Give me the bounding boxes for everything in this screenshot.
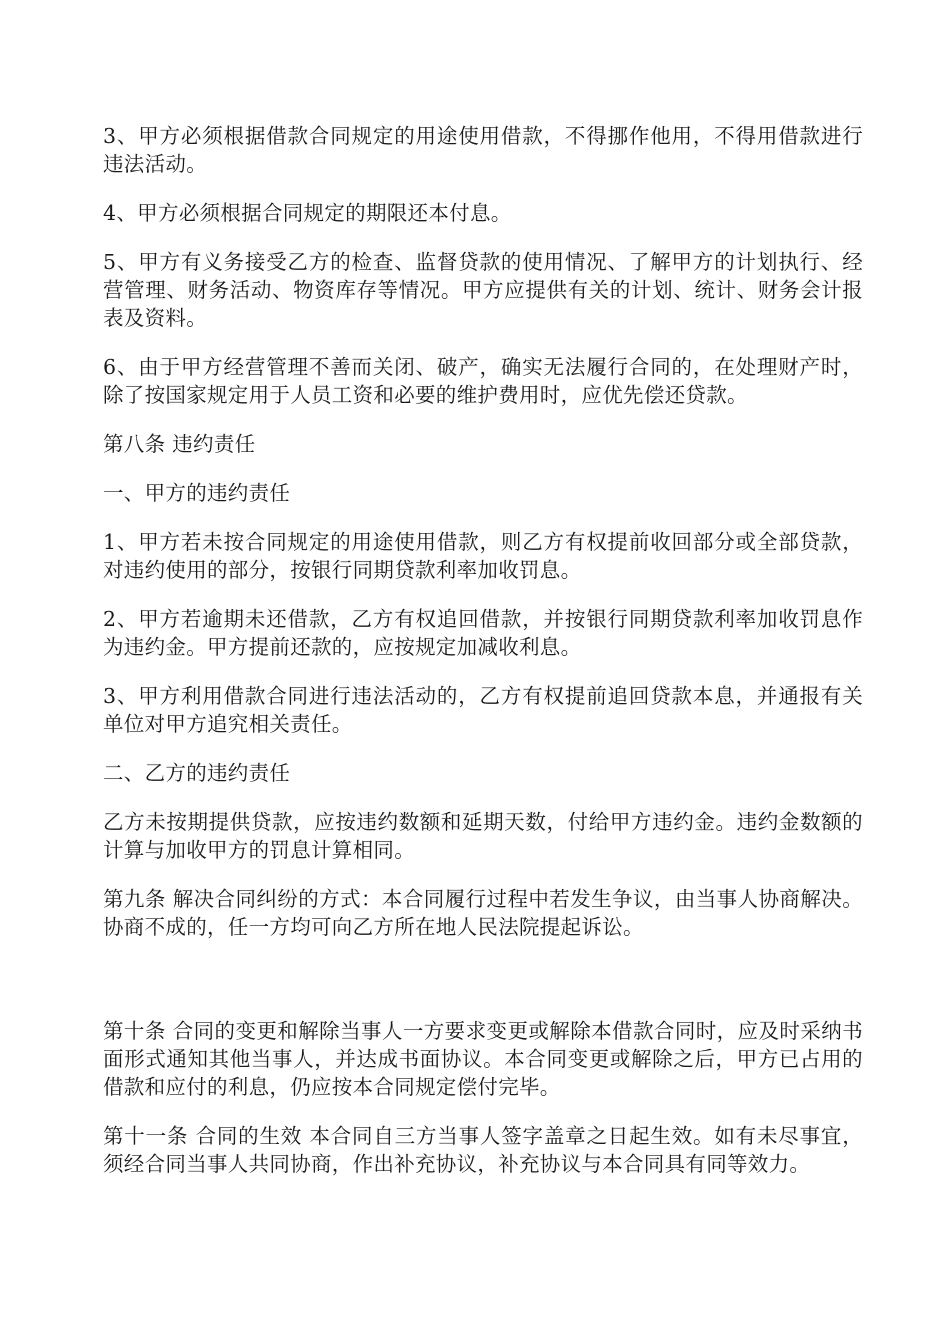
- party-a-liability-heading: 一、甲方的违约责任: [103, 481, 291, 505]
- party-b-liability-heading: 二、乙方的违约责任: [103, 761, 291, 785]
- paragraph-obligation-6: 6、由于甲方经营管理不善而关闭、破产，确实无法履行合同的，在处理财产时，除了按国家规定用于人员工资和必要的维护费用时，应优先偿还贷款。: [103, 355, 863, 407]
- party-a-liability-2: 2、甲方若逾期未还借款，乙方有权追回借款，并按银行同期贷款利率加收罚息作为违约金。甲方提前还款的，应按规定加减收利息。: [103, 607, 863, 659]
- paragraph-obligation-3: 3、甲方必须根据借款合同规定的用途使用借款，不得挪作他用，不得用借款进行违法活动。: [103, 124, 863, 176]
- document-body: [103, 122, 863, 1199]
- article-11-effectiveness: 第十一条 合同的生效 本合同自三方当事人签字盖章之日起生效。如有未尽事宜，须经合同当事人共同协商，作出补充协议，补充协议与本合同具有同等效力。: [103, 1124, 863, 1176]
- party-a-liability-3: 3、甲方利用借款合同进行违法活动的，乙方有权提前追回贷款本息，并通报有关单位对甲方追究相关责任。: [103, 684, 863, 736]
- party-a-liability-1: 1、甲方若未按合同规定的用途使用借款，则乙方有权提前收回部分或全部贷款，对违约使用的部分，按银行同期贷款利率加收罚息。: [103, 530, 863, 582]
- article-8-heading: 第八条 违约责任: [103, 432, 256, 456]
- paragraph-obligation-4: 4、甲方必须根据合同规定的期限还本付息。: [103, 201, 512, 225]
- paragraph-obligation-5: 5、甲方有义务接受乙方的检查、监督贷款的使用情况、了解甲方的计划执行、经营管理、财务活动、物资库存等情况。甲方应提供有关的计划、统计、财务会计报表及资料。: [103, 250, 863, 330]
- article-10-amendment: 第十条 合同的变更和解除当事人一方要求变更或解除本借款合同时，应及时采纳书面形式通知其他当事人，并达成书面协议。本合同变更或解除之后，甲方已占用的借款和应付的利息，仍应按本合同规定偿付完毕。: [103, 1019, 863, 1099]
- party-b-liability-text: 乙方未按期提供贷款，应按违约数额和延期天数，付给甲方违约金。违约金数额的计算与加收甲方的罚息计算相同。: [103, 810, 863, 862]
- article-9-dispute-resolution: 第九条 解决合同纠纷的方式：本合同履行过程中若发生争议，由当事人协商解决。协商不成的，任一方均可向乙方所在地人民法院提起诉讼。: [103, 887, 863, 939]
